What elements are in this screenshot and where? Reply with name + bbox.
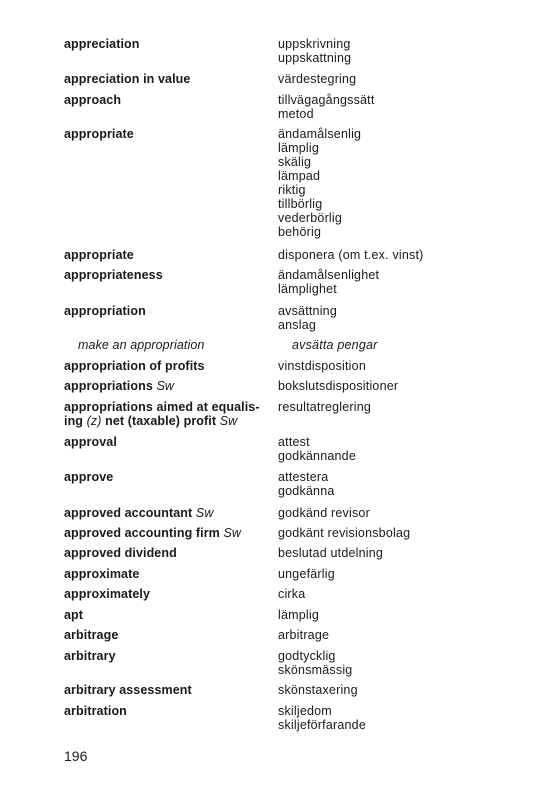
entry-term: appropriation (64, 304, 146, 318)
entry-translations (278, 379, 528, 393)
translation: resultatreglering (278, 400, 372, 414)
entry-translations (278, 506, 528, 520)
entry-term: apt (64, 608, 84, 622)
term-line (64, 414, 276, 428)
entry-term: arbitrage (64, 628, 119, 642)
entry-translations (278, 37, 528, 65)
translation: metod (278, 107, 314, 121)
entry-term: arbitration (64, 704, 127, 718)
entry-term: appropriate (64, 248, 134, 262)
translation: vederbörlig (278, 211, 343, 225)
translation: ändamålsenlighet (278, 268, 380, 282)
translation: värdestegring (278, 72, 357, 86)
translation: tillvägagångssätt (278, 93, 375, 107)
term-text: net (taxable) profit (105, 414, 217, 428)
term-line: appropriations aimed at equalis- (64, 400, 260, 414)
entry-translations (278, 546, 528, 560)
entry-term: approved dividend (64, 546, 177, 560)
translation: lämpad (278, 169, 321, 183)
translation: skiljedom (278, 704, 332, 718)
entry-translations (278, 704, 528, 732)
region-label: Sw (156, 379, 175, 393)
entry-translations (278, 127, 528, 239)
example-phrase: make an appropriation (78, 338, 205, 352)
translation: ändamålsenlig (278, 127, 362, 141)
translation: cirka (278, 587, 306, 601)
translation: skönsmässig (278, 663, 353, 677)
entry-translations (278, 304, 528, 332)
entry-translations (278, 587, 528, 601)
entry-term: approach (64, 93, 122, 107)
translation: godkännande (278, 449, 356, 463)
entry-term: approximate (64, 567, 140, 581)
entry-translations (278, 649, 528, 677)
entry-term: approximately (64, 587, 151, 601)
entry-term (64, 526, 272, 540)
translation: skönstaxering (278, 683, 358, 697)
translation: behörig (278, 225, 322, 239)
term-text: appropriations (64, 379, 153, 393)
region-label: Sw (219, 414, 238, 428)
page-number: 196 (64, 748, 88, 764)
translation: disponera (om t.ex. vinst) (278, 248, 424, 262)
translation: skälig (278, 155, 312, 169)
entry-translations (278, 72, 528, 86)
entry-translations (278, 683, 528, 697)
term-text: approved accounting firm (64, 526, 220, 540)
translation: attest (278, 435, 310, 449)
entry-translations (278, 400, 528, 414)
entry-translations (278, 359, 528, 373)
entry-term (64, 379, 272, 393)
entry-translations (278, 93, 528, 121)
translation: attestera (278, 470, 329, 484)
entry-term: approval (64, 435, 117, 449)
translation: vinstdisposition (278, 359, 366, 373)
example-translation (292, 338, 536, 352)
translation: uppskrivning (278, 37, 351, 51)
translation: bokslutsdispositioner (278, 379, 399, 393)
translation: avsätta pengar (292, 338, 378, 352)
translation: lämplighet (278, 282, 337, 296)
entry-term: arbitrary (64, 649, 116, 663)
term-text: approved accountant (64, 506, 193, 520)
entry-term (64, 400, 276, 428)
term-text: ing (64, 414, 84, 428)
translation: lämplig (278, 608, 319, 622)
region-label: Sw (223, 526, 242, 540)
entry-term (64, 506, 272, 520)
entry-term: appreciation in value (64, 72, 191, 86)
entry-term: appropriate (64, 127, 134, 141)
translation: tillbörlig (278, 197, 323, 211)
translation: ungefärlig (278, 567, 335, 581)
entry-translations (278, 628, 528, 642)
translation: riktig (278, 183, 306, 197)
translation: avsättning (278, 304, 337, 318)
translation: godkänna (278, 484, 335, 498)
translation: arbitrage (278, 628, 330, 642)
entry-translations (278, 248, 528, 262)
translation: beslutad utdelning (278, 546, 384, 560)
spelling-note: (z) (86, 414, 102, 428)
entry-term: appropriation of profits (64, 359, 205, 373)
entry-term: arbitrary assessment (64, 683, 192, 697)
entry-term: approve (64, 470, 114, 484)
translation: uppskattning (278, 51, 352, 65)
entry-term: appropriateness (64, 268, 163, 282)
entry-term: appreciation (64, 37, 140, 51)
translation: anslag (278, 318, 317, 332)
translation: godkänt revisionsbolag (278, 526, 411, 540)
entry-translations (278, 470, 528, 498)
translation: lämplig (278, 141, 319, 155)
region-label: Sw (195, 506, 214, 520)
entry-translations (278, 435, 528, 463)
entry-translations (278, 268, 528, 296)
entry-translations (278, 526, 528, 540)
translation: skiljeförfarande (278, 718, 366, 732)
entry-translations (278, 608, 528, 622)
translation: godtycklig (278, 649, 336, 663)
translation: godkänd revisor (278, 506, 370, 520)
entry-translations (278, 567, 528, 581)
